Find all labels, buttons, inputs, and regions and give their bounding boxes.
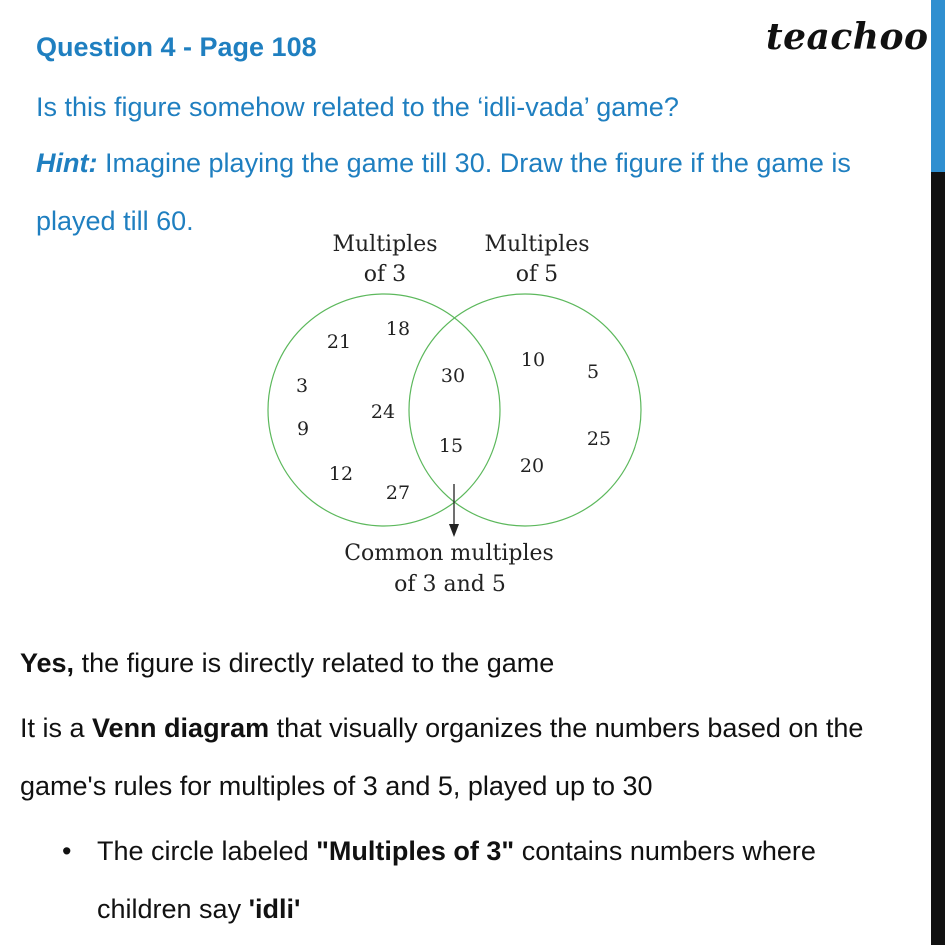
bullet-text-2: contains numbers where [514, 836, 816, 866]
bullet-item-continued [97, 894, 300, 925]
paragraph-text: It is a [20, 713, 93, 743]
number-left: 12 [328, 463, 354, 485]
number-left: 24 [370, 401, 396, 423]
scrollbar-thumb[interactable] [931, 0, 945, 172]
answer-yes [20, 648, 554, 679]
yes-text: the figure is directly related to the game [74, 648, 555, 678]
number-common: 30 [440, 365, 466, 387]
paragraph-text-2: that visually organizes the numbers based on the [269, 713, 864, 743]
right-circle-label-2: of 5 [515, 262, 559, 287]
answer-paragraph [20, 713, 863, 744]
number-right: 25 [586, 428, 612, 450]
number-right: 20 [519, 455, 545, 477]
hint-text: Imagine playing the game till 30. Draw the figure if the game is [97, 148, 851, 178]
number-right: 10 [520, 349, 546, 371]
multiples-of-5-circle [409, 294, 641, 526]
question-text: Is this figure somehow related to the ‘idli-vada’ game? [36, 92, 679, 122]
common-multiples-label-2: of 3 and 5 [394, 572, 506, 597]
answer-paragraph-line2: game's rules for multiples of 3 and 5, played up to 30 [20, 771, 653, 801]
left-circle-label-2: of 3 [363, 262, 407, 287]
yes-bold: Yes, [20, 648, 75, 678]
bullet-text-3: children say [97, 894, 249, 924]
number-common: 15 [438, 435, 464, 457]
right-circle-label: Multiples [484, 232, 590, 257]
venn-diagram [240, 220, 660, 610]
number-left: 9 [296, 418, 310, 440]
common-arrow-head [449, 524, 459, 537]
hint-label: Hint: [36, 148, 98, 178]
number-left: 3 [295, 375, 309, 397]
number-left: 21 [326, 331, 352, 353]
number-left: 18 [385, 318, 411, 340]
bullet-bold-label: "Multiples of 3" [316, 836, 515, 866]
hint-line [36, 148, 851, 179]
teachoo-logo[interactable]: teachoo [766, 16, 929, 58]
bullet-item-multiples-of-3 [97, 836, 816, 867]
bullet-text: The circle labeled [97, 836, 317, 866]
number-left: 27 [385, 482, 411, 504]
venn-diagram-term: Venn diagram [92, 713, 270, 743]
left-circle-label: Multiples [332, 232, 438, 257]
hint-text-continued: played till 60. [36, 206, 194, 236]
idli-word: 'idli' [248, 894, 301, 924]
number-right: 5 [586, 361, 600, 383]
common-multiples-label: Common multiples [344, 541, 554, 566]
question-title: Question 4 - Page 108 [36, 32, 317, 62]
bullet-icon: • [62, 836, 72, 866]
